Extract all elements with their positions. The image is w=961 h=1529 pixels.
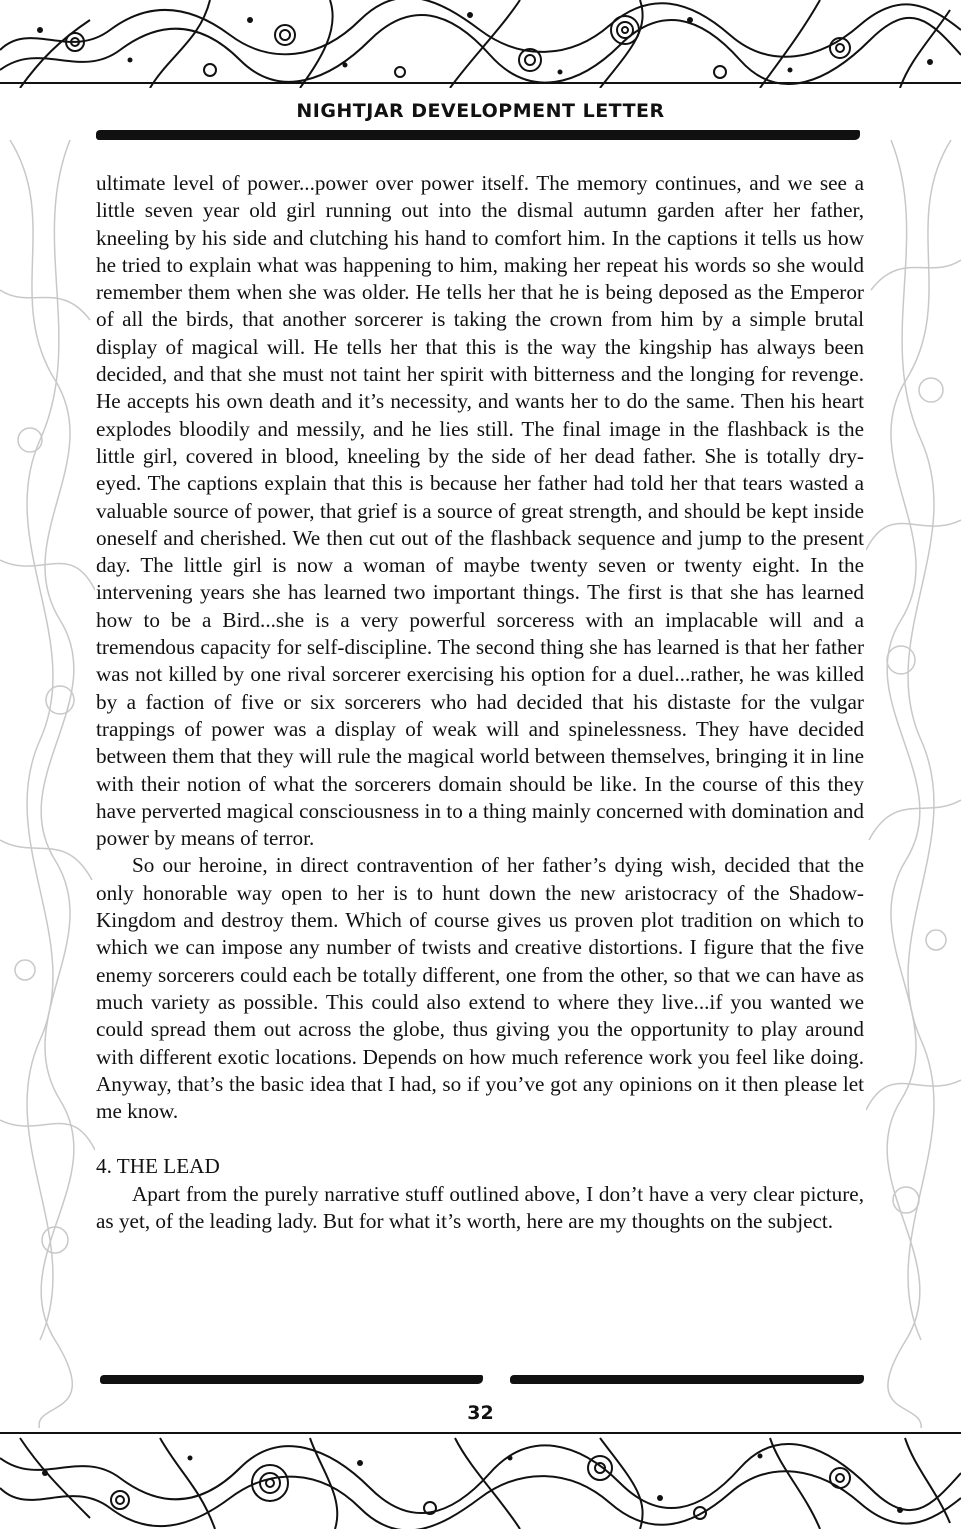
top-ornament-border (0, 0, 961, 88)
footer-divider-right (510, 1375, 864, 1384)
header-divider (96, 130, 860, 140)
letter-body (96, 170, 864, 1235)
page-header-title: NIGHTJAR DEVELOPMENT LETTER (296, 100, 665, 122)
faint-vine-art-icon (866, 140, 961, 1430)
thorny-vine-border-icon (0, 1428, 961, 1529)
faint-vine-art-icon (0, 140, 95, 1430)
paragraph-spacer (96, 1125, 864, 1153)
body-paragraph: So our heroine, in direct contravention of her father’s dying wish, decided that the only honorable way open to her is to hunt down the new aristocracy of the Shadow-Kingdom and destroy them. Which of course gives us proven plot tradition on which to which we can impose any number of twists and creative distortions. I figure that the five enemy sorcerers could each be totally different, one from the other, so that we can have as much variety as possible. This could also extend to where they live...if you wanted we could spread them out across the globe, thus giving you the opportunity to play around with different exotic locations. Depends on how much reference work you feel like doing. Anyway, that’s the basic idea that I had, so if you’ve got any opinions on it then please let me know. (96, 853, 864, 1124)
left-background-art (0, 140, 95, 1430)
page-number: 32 (467, 1402, 494, 1424)
body-paragraph: Apart from the purely narrative stuff outlined above, I don’t have a very clear picture, as yet, of the leading lady. But for what it’s worth, here are my thoughts on the subject. (96, 1181, 864, 1233)
footer-divider-left (100, 1375, 483, 1384)
section-heading: 4. THE LEAD (96, 1154, 220, 1179)
bottom-ornament-border (0, 1428, 961, 1529)
right-background-art (866, 140, 961, 1430)
thorny-vine-border-icon (0, 0, 961, 88)
body-paragraph: ultimate level of power...power over power itself. The memory continues, and we see a little seven year old girl running out into the dismal autumn garden after her father, kneeling by his side and clutching his hand to comfort him. In the captions it tells us how he tried to explain what was happening to him, making her repeat his words so she would remember them when she was older. He tells her that he is being deposed as the Emperor of all the birds, that another sorcerer is taking the crown from him by a simple brutal display of magical will. He tells her that this is the way the kingship has always been decided, and that she must not taint her spirit with bitterness and the longing for revenge. He accepts his own death and it’s necessity, and wants her to do the same. Then his heart explodes bloodily and messily, and he lies still. The final image in the flashback is the little girl, covered in blood, kneeling by the side of her dead father. She is totally dry-eyed. The captions explain that this is because her father had told her that tears wasted a valuable source of power, that grief is a source of great strength, and should be kept inside oneself and cherished. We then cut out of the flashback sequence and jump to the present day. The little girl is now a woman of maybe twenty seven or twenty eight. In the intervening years she has learned two important things. The first is that she has learned how to be a Bird...she is a very powerful sorceress with an implacable will and a tremendous capacity for self-discipline. The second thing she has learned is that her father was not killed by one rival sorcerer exercising his option for a duel...rather, he was killed by a faction of five or six sorcerers who had decided that his distaste for the vulgar trappings of power was a display of weak will and spinelessness. They have decided between them that they will rule the magical world between themselves, bringing it in line with their notion of what the sorcerers domain should be like. In the course of this they have perverted magical consciousness in to a thing mainly concerned with domination and power by means of terror. (96, 171, 864, 851)
